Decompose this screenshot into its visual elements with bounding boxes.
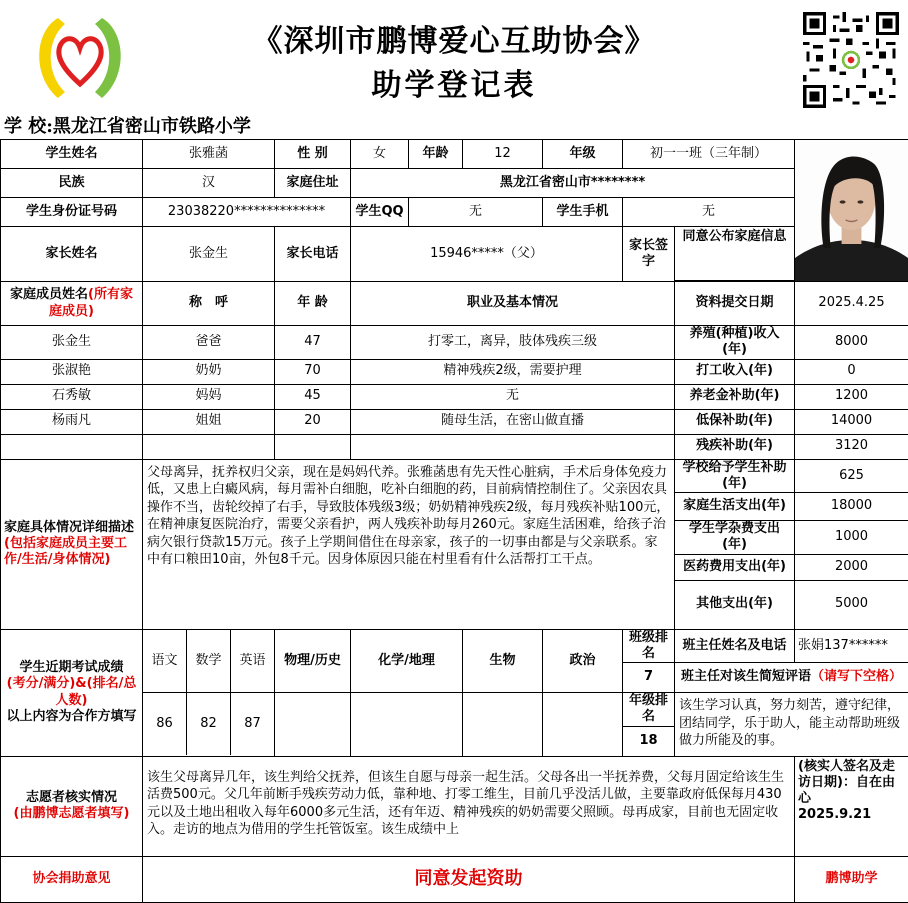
income-value: 1200 bbox=[795, 384, 908, 409]
expense-label: 医药费用支出(年) bbox=[675, 554, 795, 580]
title-line2: 助学登记表 bbox=[0, 60, 908, 104]
teacher-comment: 该生学习认真，努力刻苦，遵守纪律，团结同学，乐于助人，能主动帮助班级做力所能及的事。 bbox=[675, 693, 908, 757]
member-job: 无 bbox=[351, 384, 675, 409]
signature-label: 家长签字 bbox=[623, 227, 675, 282]
subject-label: 物理/历史 bbox=[275, 629, 351, 693]
student-photo bbox=[795, 140, 908, 282]
income-value: 0 bbox=[795, 359, 908, 384]
expense-label: 其他支出(年) bbox=[675, 580, 795, 629]
parent-value: 张金生 bbox=[143, 227, 275, 282]
subject-label: 政治 bbox=[543, 629, 623, 693]
qq-label: 学生QQ bbox=[351, 198, 409, 227]
school-line bbox=[4, 112, 251, 138]
school-name: 黑龙江省密山市铁路小学 bbox=[53, 116, 251, 137]
member-name: 石秀敏 bbox=[1, 384, 143, 409]
association-signature: 鹏博助学 bbox=[795, 856, 908, 902]
income-label: 养老金补助(年) bbox=[675, 384, 795, 409]
score-value bbox=[463, 693, 543, 757]
score-value: 82 bbox=[187, 693, 231, 755]
phone-label: 学生手机 bbox=[543, 198, 623, 227]
member-job bbox=[351, 434, 675, 459]
subject-label: 数学 bbox=[187, 630, 231, 692]
qq-value: 无 bbox=[409, 198, 543, 227]
score-value bbox=[351, 693, 463, 757]
member-name: 杨雨凡 bbox=[1, 409, 143, 434]
grade-rank-label: 年级排名 bbox=[623, 693, 675, 727]
member-job: 打零工，离异，肢体残疾三级 bbox=[351, 326, 675, 360]
expense-value: 1000 bbox=[795, 521, 908, 555]
volunteer-text: 该生父母离异几年，该生判给父抚养，但该生自愿与母亲一起生活。父母各出一半抚养费，父每月固定给该生生活费500元。父几年前断手残疾劳动力低，靠种地、打零工维生，目前几乎没活儿做，主要靠政府低保每月430元以及土地出租收入每年6000多元生活，还有年迈、精神残疾的奶奶需要父照顾。母再成家，目前也无固定收入。走访的地点为借用的学生托管饭室。该生成绩中上 bbox=[143, 756, 795, 856]
expense-label: 学校给予学生补助(年) bbox=[675, 459, 795, 493]
member-relation: 奶奶 bbox=[143, 359, 275, 384]
volunteer-label: 志愿者核实情况 (由鹏博志愿者填写) bbox=[1, 756, 143, 856]
income-value: 3120 bbox=[795, 434, 908, 459]
subject-label: 英语 bbox=[231, 630, 274, 692]
scores-label: 学生近期考试成绩 (考分/满分)&(排名/总人数) 以上内容为合作方填写 bbox=[1, 629, 143, 756]
subject-label: 生物 bbox=[463, 629, 543, 693]
score-group-1 bbox=[143, 693, 275, 757]
id-label: 学生身份证号码 bbox=[1, 198, 143, 227]
expense-value: 5000 bbox=[795, 580, 908, 629]
score-value bbox=[543, 693, 623, 757]
comment-header: 班主任对该生简短评语（请写下空格） bbox=[675, 663, 908, 693]
member-name: 张淑艳 bbox=[1, 359, 143, 384]
address-value: 黑龙江省密山市******** bbox=[351, 169, 795, 198]
expense-label: 家庭生活支出(年) bbox=[675, 493, 795, 521]
age-label: 年龄 bbox=[409, 140, 463, 169]
expense-label: 学生学杂费支出(年) bbox=[675, 521, 795, 555]
subject-label: 语文 bbox=[143, 630, 187, 692]
member-name bbox=[1, 434, 143, 459]
teacher-label: 班主任姓名及电话 bbox=[675, 629, 795, 663]
registration-form bbox=[0, 139, 908, 903]
member-relation: 姐姐 bbox=[143, 409, 275, 434]
grade-label: 年级 bbox=[543, 140, 623, 169]
member-job: 随母生活，在密山做直播 bbox=[351, 409, 675, 434]
age-value: 12 bbox=[463, 140, 543, 169]
member-relation: 爸爸 bbox=[143, 326, 275, 360]
income-label: 低保补助(年) bbox=[675, 409, 795, 434]
income-label: 打工收入(年) bbox=[675, 359, 795, 384]
opinion-label: 协会捐助意见 bbox=[1, 856, 143, 902]
class-rank-label: 班级排名 bbox=[623, 629, 675, 663]
details-text: 父母离异，抚养权归父亲，现在是妈妈代养。张雅菡患有先天性心脏病，手术后身体免疫力低，又患上白癜风病，每月需补白细胞，吃补白细胞的药，目前病情控制住了。父亲因农具操作不当，齿轮绞掉了右手，导致肢体残级3级；奶奶精神残疾2级，每月残疾补贴100元，在精神康复医院治疗，需要父亲看护，两人残疾补助每月260元。家庭生活困难，给孩子治病欠银行贷款15万元。孩子上学期间借住在母亲家，孩子的一切事由都是与父亲联系。家中有口粮田10亩，外包8千元。因身体原因只能在村里看有什么活帮打工干点。 bbox=[143, 459, 675, 629]
ethnicity-value: 汉 bbox=[143, 169, 275, 198]
grade-value: 初一一班（三年制） bbox=[623, 140, 795, 169]
gender-label: 性 别 bbox=[275, 140, 351, 169]
member-relation bbox=[143, 434, 275, 459]
member-age-header: 年 龄 bbox=[275, 282, 351, 326]
subject-group-1 bbox=[143, 629, 275, 693]
member-age: 20 bbox=[275, 409, 351, 434]
volunteer-sign: (核实人签名及走访日期)：自在由心 2025.9.21 bbox=[795, 756, 908, 856]
member-name: 张金生 bbox=[1, 326, 143, 360]
income-value: 8000 bbox=[795, 326, 908, 360]
income-label: 残疾补助(年) bbox=[675, 434, 795, 459]
score-value: 86 bbox=[143, 693, 187, 755]
phone-value: 无 bbox=[623, 198, 795, 227]
title-line1: 《深圳市鹏博爱心互助协会》 bbox=[0, 16, 908, 60]
member-age bbox=[275, 434, 351, 459]
header bbox=[0, 0, 908, 110]
consent-label: 同意公布家庭信息 bbox=[675, 227, 795, 281]
member-age: 45 bbox=[275, 384, 351, 409]
school-label: 学 校: bbox=[4, 116, 53, 137]
expense-value: 18000 bbox=[795, 493, 908, 521]
class-rank-value: 7 bbox=[623, 663, 675, 693]
parent-phone-value: 15946*****（父） bbox=[351, 227, 623, 282]
grade-rank-value: 18 bbox=[623, 726, 675, 756]
gender-value: 女 bbox=[351, 140, 409, 169]
subject-label: 化学/地理 bbox=[351, 629, 463, 693]
opinion-value: 同意发起资助 bbox=[143, 856, 795, 902]
submit-date-label: 资料提交日期 bbox=[675, 282, 795, 326]
relation-header: 称 呼 bbox=[143, 282, 275, 326]
parent-label: 家长姓名 bbox=[1, 227, 143, 282]
student-name: 张雅菡 bbox=[143, 140, 275, 169]
qr-code bbox=[803, 12, 899, 108]
score-value: 87 bbox=[231, 693, 274, 755]
submit-date-value: 2025.4.25 bbox=[795, 282, 908, 326]
parent-phone-label: 家长电话 bbox=[275, 227, 351, 282]
members-header: 家庭成员姓名(所有家庭成员) bbox=[1, 282, 143, 326]
details-label: 家庭具体情况详细描述(包括家庭成员主要工作/生活/身体情况) bbox=[1, 459, 143, 629]
income-value: 14000 bbox=[795, 409, 908, 434]
address-label: 家庭住址 bbox=[275, 169, 351, 198]
teacher-value: 张娟137****** bbox=[795, 629, 908, 663]
income-label: 养殖(种植)收入(年) bbox=[675, 326, 795, 360]
student-name-label: 学生姓名 bbox=[1, 140, 143, 169]
member-relation: 妈妈 bbox=[143, 384, 275, 409]
member-job: 精神残疾2级，需要护理 bbox=[351, 359, 675, 384]
expense-value: 625 bbox=[795, 459, 908, 493]
job-header: 职业及基本情况 bbox=[351, 282, 675, 326]
ethnicity-label: 民族 bbox=[1, 169, 143, 198]
member-age: 47 bbox=[275, 326, 351, 360]
expense-value: 2000 bbox=[795, 554, 908, 580]
score-value bbox=[275, 693, 351, 757]
member-age: 70 bbox=[275, 359, 351, 384]
id-value: 23038220************** bbox=[143, 198, 351, 227]
